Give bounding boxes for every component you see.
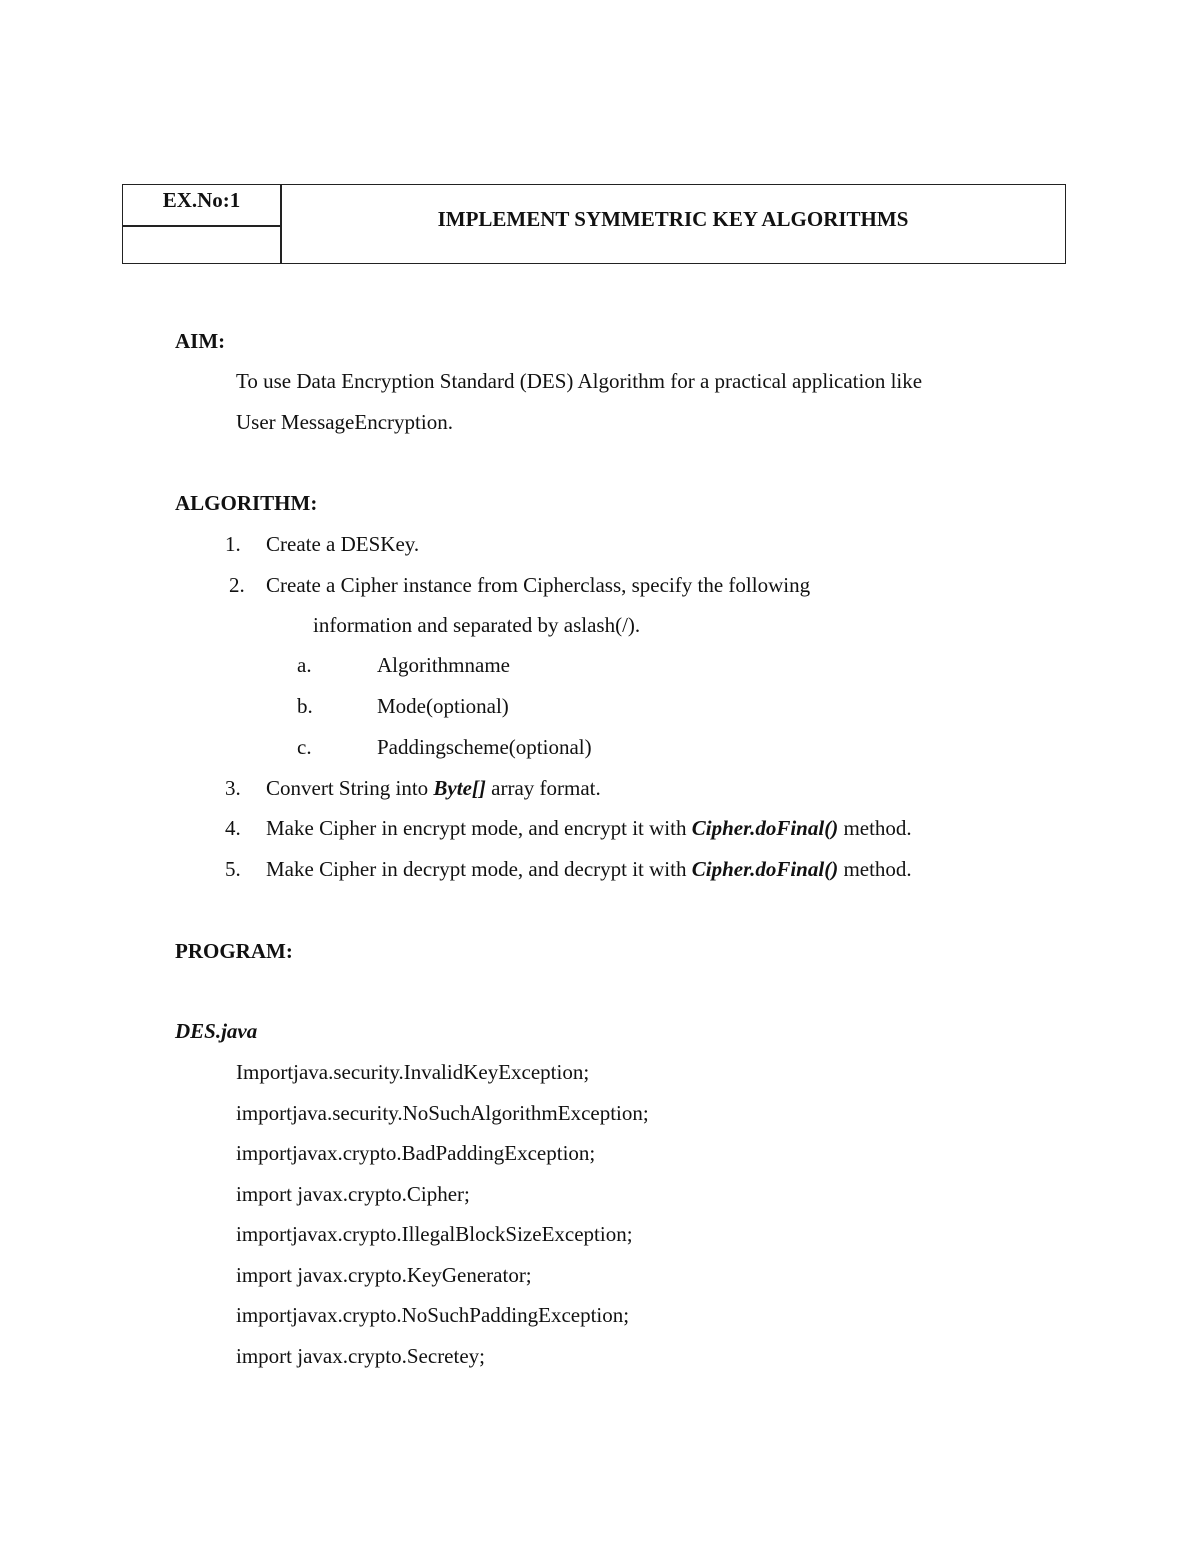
program-heading: PROGRAM:	[175, 939, 293, 963]
sub-item-letter: a.	[297, 653, 312, 677]
step-text: Create a Cipher instance from Cipherclass, specify the following	[266, 573, 811, 597]
step-text	[266, 816, 912, 841]
step-text-post: method.	[838, 816, 912, 840]
step-text-emphasis: Cipher.doFinal()	[691, 816, 839, 840]
step-text-pre: Convert String into	[266, 776, 434, 800]
step-text-emphasis: Cipher.doFinal()	[691, 857, 839, 881]
exercise-number: EX.No:1	[162, 188, 241, 212]
step-text-pre: Make Cipher in encrypt mode, and encrypt it with	[266, 816, 692, 840]
code-line: import javax.crypto.KeyGenerator;	[236, 1263, 532, 1287]
step-number: 2.	[229, 573, 245, 597]
aim-text-line-2: User MessageEncryption.	[236, 410, 453, 434]
sub-item-text: Mode(optional)	[377, 694, 509, 718]
step-number: 3.	[225, 776, 241, 800]
code-line: Importjava.security.InvalidKeyException;	[236, 1060, 590, 1084]
code-line: importjavax.crypto.BadPaddingException;	[236, 1141, 596, 1165]
step-text-post: method.	[838, 857, 912, 881]
aim-text-line-1: To use Data Encryption Standard (DES) Algorithm for a practical application like	[236, 369, 923, 393]
step-text	[266, 776, 601, 801]
step-text	[266, 857, 912, 882]
step-text-emphasis: Byte[]	[433, 776, 486, 800]
step-number: 1.	[225, 532, 241, 556]
algorithm-heading: ALGORITHM:	[175, 491, 318, 515]
sub-item-letter: b.	[297, 694, 313, 718]
header-table	[122, 184, 1066, 264]
sub-item-letter: c.	[297, 735, 312, 759]
code-line: import javax.crypto.Cipher;	[236, 1182, 470, 1206]
step-text-pre: Make Cipher in decrypt mode, and decrypt it with	[266, 857, 692, 881]
step-number: 4.	[225, 816, 241, 840]
code-line: importjavax.crypto.IllegalBlockSizeException;	[236, 1222, 633, 1246]
table-divider-horizontal	[123, 225, 281, 227]
code-line: importjavax.crypto.NoSuchPaddingException;	[236, 1303, 630, 1327]
step-text-continuation: information and separated by aslash(/).	[313, 613, 641, 637]
sub-item-text: Paddingscheme(optional)	[377, 735, 592, 759]
sub-item-text: Algorithmname	[377, 653, 510, 677]
program-filename: DES.java	[175, 1019, 258, 1043]
step-text: Create a DESKey.	[266, 532, 420, 556]
step-text-post: array format.	[485, 776, 601, 800]
exercise-title: IMPLEMENT SYMMETRIC KEY ALGORITHMS	[437, 207, 909, 231]
step-number: 5.	[225, 857, 241, 881]
code-line: importjava.security.NoSuchAlgorithmException;	[236, 1101, 649, 1125]
code-line: import javax.crypto.Secretey;	[236, 1344, 485, 1368]
aim-heading: AIM:	[175, 329, 226, 353]
